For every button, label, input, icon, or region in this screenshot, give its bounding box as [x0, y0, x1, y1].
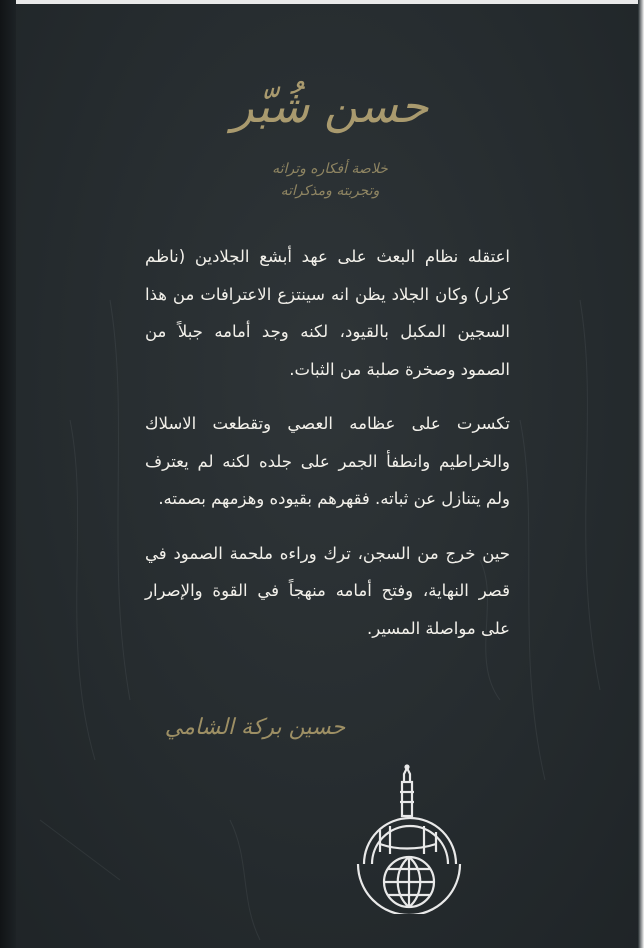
- publisher-logo: [346, 764, 472, 914]
- blurb-paragraph-3: حين خرج من السجن، ترك وراءه ملحمة الصمود في قصر النهاية، وفتح أمامه منهجاً في القوة والإصرار على مواصلة المسير.: [145, 543, 510, 638]
- blurb-text: [145, 238, 510, 664]
- blurb-paragraph-2: تكسرت على عظامه العصي وتقطعت الاسلاك والخراطيم وانطفأ الجمر على جلده لكنه لم يعترف ولم يتنازل عن ثباته. فقهرهم بقيوده وهزمهم بصمته.: [145, 414, 510, 508]
- blurb-paragraph-1: اعتقله نظام البعث على عهد أبشع الجلادين (ناظم كزار) وكان الجلاد يظن انه سينتزع الاعترافات من هذا السجين المكبل بالقيود، لكنه وجد أمامه جبلاً من الصمود وصخرة صلبة من الثبات.: [145, 247, 510, 379]
- cover-title: حسن شُبّر: [231, 79, 429, 133]
- author-signature: حسين بركة الشامي: [164, 715, 346, 740]
- cover-subtitle-line1: خلاصة أفكاره وتراثه: [272, 161, 388, 177]
- cover-subtitle-line2: وتجربته ومذكراته: [280, 183, 380, 199]
